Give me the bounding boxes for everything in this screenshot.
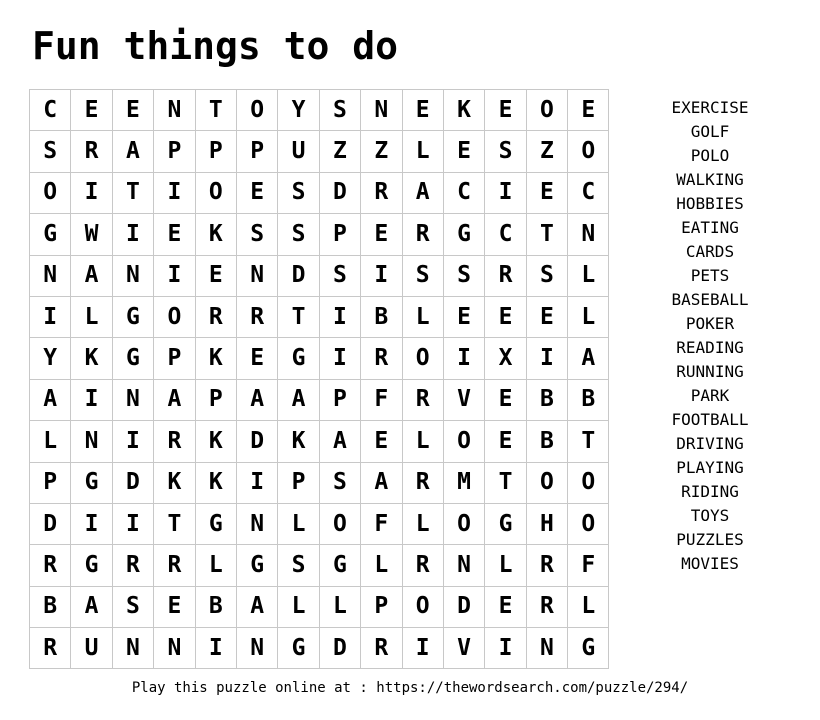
grid-cell[interactable]: E xyxy=(485,421,526,462)
grid-cell[interactable]: E xyxy=(195,255,236,296)
grid-cell[interactable]: D xyxy=(319,628,360,669)
word-list-item: HOBBIES xyxy=(676,194,744,213)
grid-cell[interactable]: F xyxy=(361,503,402,544)
grid-cell[interactable]: A xyxy=(319,421,360,462)
grid-cell[interactable]: R xyxy=(361,338,402,379)
grid-cell[interactable]: S xyxy=(30,131,71,172)
grid-cell[interactable]: O xyxy=(154,296,195,337)
grid-cell[interactable]: I xyxy=(112,214,153,255)
grid-cell[interactable]: I xyxy=(236,462,277,503)
grid-cell[interactable]: P xyxy=(195,379,236,420)
grid-cell[interactable]: E xyxy=(568,90,609,131)
grid-cell[interactable]: R xyxy=(71,131,112,172)
grid-cell[interactable]: F xyxy=(568,545,609,586)
grid-cell[interactable]: R xyxy=(154,545,195,586)
grid-cell[interactable]: H xyxy=(526,503,567,544)
grid-cell[interactable]: N xyxy=(236,503,277,544)
grid-cell[interactable]: O xyxy=(526,90,567,131)
grid-cell[interactable]: L xyxy=(30,421,71,462)
grid-cell[interactable]: G xyxy=(443,214,484,255)
grid-row xyxy=(30,379,609,420)
grid-cell[interactable]: P xyxy=(195,131,236,172)
word-list-item: BASEBALL xyxy=(671,290,749,309)
grid-cell[interactable]: P xyxy=(278,462,319,503)
grid-cell[interactable]: Z xyxy=(361,131,402,172)
grid-cell[interactable]: E xyxy=(154,214,195,255)
grid-cell[interactable]: T xyxy=(154,503,195,544)
grid-cell[interactable]: R xyxy=(112,545,153,586)
word-list-item: EXERCISE xyxy=(671,98,749,117)
grid-cell[interactable]: B xyxy=(361,296,402,337)
grid-cell[interactable]: L xyxy=(485,545,526,586)
grid-cell[interactable]: S xyxy=(485,131,526,172)
grid-cell[interactable]: T xyxy=(568,421,609,462)
grid-cell[interactable]: I xyxy=(361,255,402,296)
grid-cell[interactable]: L xyxy=(402,421,443,462)
grid-cell[interactable]: D xyxy=(112,462,153,503)
grid-cell[interactable]: P xyxy=(236,131,277,172)
grid-cell[interactable]: A xyxy=(112,131,153,172)
word-list-item: PUZZLES xyxy=(676,530,744,549)
grid-cell[interactable]: I xyxy=(443,338,484,379)
grid-cell[interactable]: R xyxy=(30,545,71,586)
grid-cell[interactable]: P xyxy=(30,462,71,503)
grid-cell[interactable]: L xyxy=(402,131,443,172)
grid-cell[interactable]: N xyxy=(154,90,195,131)
grid-cell[interactable]: G xyxy=(112,338,153,379)
grid-cell[interactable]: P xyxy=(319,379,360,420)
grid-cell[interactable]: P xyxy=(154,131,195,172)
grid-cell[interactable]: A xyxy=(568,338,609,379)
grid-cell[interactable]: G xyxy=(71,462,112,503)
word-list-item: PARK xyxy=(690,386,730,405)
word-list-item: DRIVING xyxy=(676,434,744,453)
grid-cell[interactable]: R xyxy=(361,172,402,213)
grid-cell[interactable]: R xyxy=(195,296,236,337)
grid-row xyxy=(30,545,609,586)
word-list-item: FOOTBALL xyxy=(671,410,749,429)
grid-cell[interactable]: K xyxy=(71,338,112,379)
grid-cell[interactable]: E xyxy=(112,90,153,131)
page-title: Fun things to do xyxy=(32,24,399,68)
grid-cell[interactable]: O xyxy=(443,503,484,544)
grid-cell[interactable]: A xyxy=(361,462,402,503)
grid-cell[interactable]: O xyxy=(568,462,609,503)
grid-cell[interactable]: P xyxy=(319,214,360,255)
grid-cell[interactable]: E xyxy=(361,421,402,462)
grid-cell[interactable]: B xyxy=(568,379,609,420)
grid-cell[interactable]: L xyxy=(195,545,236,586)
grid-cell[interactable]: E xyxy=(485,296,526,337)
grid-cell[interactable]: I xyxy=(319,296,360,337)
grid-cell[interactable]: O xyxy=(402,338,443,379)
word-list xyxy=(640,96,780,576)
grid-cell[interactable]: A xyxy=(71,255,112,296)
grid-cell[interactable]: G xyxy=(568,628,609,669)
grid-cell[interactable]: S xyxy=(526,255,567,296)
word-list-item: TOYS xyxy=(690,506,730,525)
grid-cell[interactable]: I xyxy=(526,338,567,379)
grid-cell[interactable]: I xyxy=(30,296,71,337)
word-list-item: PLAYING xyxy=(676,458,744,477)
grid-cell[interactable]: O xyxy=(526,462,567,503)
grid-cell[interactable]: I xyxy=(71,379,112,420)
grid-cell[interactable]: U xyxy=(71,628,112,669)
grid-cell[interactable]: S xyxy=(319,462,360,503)
grid-cell[interactable]: O xyxy=(195,172,236,213)
grid-row xyxy=(30,586,609,627)
grid-cell[interactable]: A xyxy=(30,379,71,420)
grid-cell[interactable]: K xyxy=(278,421,319,462)
grid-cell[interactable]: C xyxy=(485,214,526,255)
grid-cell[interactable]: O xyxy=(402,586,443,627)
grid-cell[interactable]: R xyxy=(361,628,402,669)
grid-cell[interactable]: S xyxy=(402,255,443,296)
grid-cell[interactable]: R xyxy=(402,214,443,255)
grid-cell[interactable]: R xyxy=(485,255,526,296)
grid-cell[interactable]: N xyxy=(112,379,153,420)
word-list-item: WALKING xyxy=(676,170,744,189)
grid-cell[interactable]: R xyxy=(236,296,277,337)
grid-cell[interactable]: R xyxy=(526,545,567,586)
footer-play-online: Play this puzzle online at : https://thewordsearch.com/puzzle/294/ xyxy=(131,680,689,696)
grid-cell[interactable]: C xyxy=(443,172,484,213)
grid-cell[interactable]: L xyxy=(278,503,319,544)
grid-cell[interactable]: D xyxy=(236,421,277,462)
grid-cell[interactable]: L xyxy=(319,586,360,627)
word-list-item: POLO xyxy=(690,146,730,165)
grid-cell[interactable]: R xyxy=(30,628,71,669)
grid-cell[interactable]: O xyxy=(319,503,360,544)
grid-cell[interactable]: S xyxy=(278,545,319,586)
grid-cell[interactable]: N xyxy=(236,255,277,296)
grid-cell[interactable]: A xyxy=(236,586,277,627)
grid-cell[interactable]: L xyxy=(568,586,609,627)
grid-cell[interactable]: L xyxy=(71,296,112,337)
grid-cell[interactable]: O xyxy=(443,421,484,462)
word-list-item: CARDS xyxy=(685,242,735,261)
grid-cell[interactable]: U xyxy=(278,131,319,172)
grid-cell[interactable]: A xyxy=(278,379,319,420)
grid-cell[interactable]: K xyxy=(195,421,236,462)
grid-cell[interactable]: K xyxy=(195,214,236,255)
grid-cell[interactable]: S xyxy=(236,214,277,255)
word-list-item: READING xyxy=(676,338,744,357)
grid-cell[interactable]: Y xyxy=(278,90,319,131)
grid-cell[interactable]: R xyxy=(402,462,443,503)
grid-cell[interactable]: W xyxy=(71,214,112,255)
grid-cell[interactable]: P xyxy=(154,338,195,379)
grid-cell[interactable]: Y xyxy=(30,338,71,379)
word-list-item: POKER xyxy=(685,314,735,333)
word-search-grid xyxy=(29,89,609,669)
grid-cell[interactable]: T xyxy=(485,462,526,503)
word-list-item: MOVIES xyxy=(681,554,739,573)
grid-cell[interactable]: S xyxy=(319,90,360,131)
word-list-item: GOLF xyxy=(690,122,730,141)
grid-cell[interactable]: N xyxy=(71,421,112,462)
grid-cell[interactable]: T xyxy=(526,214,567,255)
grid-cell[interactable]: O xyxy=(568,131,609,172)
grid-cell[interactable]: E xyxy=(485,379,526,420)
grid-cell[interactable]: C xyxy=(30,90,71,131)
grid-cell[interactable]: R xyxy=(402,379,443,420)
grid-cell[interactable]: R xyxy=(402,545,443,586)
grid-cell[interactable]: I xyxy=(154,255,195,296)
grid-cell[interactable]: G xyxy=(485,503,526,544)
grid-row xyxy=(30,338,609,379)
grid-cell[interactable]: R xyxy=(526,586,567,627)
grid-cell[interactable]: L xyxy=(278,586,319,627)
grid-cell[interactable]: A xyxy=(71,586,112,627)
grid-cell[interactable]: I xyxy=(71,503,112,544)
grid-cell[interactable]: L xyxy=(568,255,609,296)
grid-cell[interactable]: E xyxy=(443,296,484,337)
grid-cell[interactable]: T xyxy=(195,90,236,131)
grid-cell[interactable]: A xyxy=(402,172,443,213)
grid-cell[interactable]: O xyxy=(30,172,71,213)
grid-row xyxy=(30,462,609,503)
grid-cell[interactable]: E xyxy=(71,90,112,131)
grid-cell[interactable]: R xyxy=(154,421,195,462)
grid-cell[interactable]: T xyxy=(112,172,153,213)
word-list-item: RIDING xyxy=(681,482,739,501)
word-list-item: RUNNING xyxy=(676,362,744,381)
grid-cell[interactable]: I xyxy=(71,172,112,213)
grid-cell[interactable]: N xyxy=(526,628,567,669)
grid-cell[interactable]: G xyxy=(278,338,319,379)
grid-cell[interactable]: G xyxy=(236,545,277,586)
grid-cell[interactable]: K xyxy=(443,90,484,131)
grid-cell[interactable]: A xyxy=(236,379,277,420)
grid-row xyxy=(30,90,609,131)
grid-cell[interactable]: N xyxy=(154,628,195,669)
grid-cell[interactable]: L xyxy=(568,296,609,337)
grid-cell[interactable]: I xyxy=(112,421,153,462)
grid-cell[interactable]: B xyxy=(526,379,567,420)
grid-cell[interactable]: D xyxy=(443,586,484,627)
grid-cell[interactable]: L xyxy=(361,545,402,586)
grid-cell[interactable]: I xyxy=(112,503,153,544)
grid-cell[interactable]: S xyxy=(319,255,360,296)
grid-cell[interactable]: G xyxy=(112,296,153,337)
grid-cell[interactable]: I xyxy=(195,628,236,669)
grid-cell[interactable]: G xyxy=(30,214,71,255)
grid-cell[interactable]: E xyxy=(236,338,277,379)
grid-cell[interactable]: N xyxy=(568,214,609,255)
grid-cell[interactable]: O xyxy=(568,503,609,544)
grid-cell[interactable]: N xyxy=(443,545,484,586)
grid-cell[interactable]: C xyxy=(568,172,609,213)
grid-cell[interactable]: K xyxy=(195,338,236,379)
grid-cell[interactable]: G xyxy=(71,545,112,586)
grid-cell[interactable]: T xyxy=(278,296,319,337)
grid-cell[interactable]: E xyxy=(154,586,195,627)
grid-cell[interactable]: D xyxy=(30,503,71,544)
grid-cell[interactable]: K xyxy=(154,462,195,503)
grid-cell[interactable]: V xyxy=(443,379,484,420)
word-list-item: EATING xyxy=(681,218,739,237)
grid-cell[interactable]: S xyxy=(112,586,153,627)
grid-cell[interactable]: B xyxy=(30,586,71,627)
grid-cell[interactable]: N xyxy=(30,255,71,296)
grid-cell[interactable]: F xyxy=(361,379,402,420)
grid-cell[interactable]: I xyxy=(319,338,360,379)
grid-cell[interactable]: V xyxy=(443,628,484,669)
grid-cell[interactable]: A xyxy=(154,379,195,420)
grid-cell[interactable]: E xyxy=(485,90,526,131)
grid-cell[interactable]: D xyxy=(319,172,360,213)
grid-row xyxy=(30,628,609,669)
grid-cell[interactable]: M xyxy=(443,462,484,503)
grid-cell[interactable]: O xyxy=(236,90,277,131)
grid-cell[interactable]: L xyxy=(402,296,443,337)
grid-row xyxy=(30,421,609,462)
grid-cell[interactable]: G xyxy=(278,628,319,669)
grid-cell[interactable]: P xyxy=(361,586,402,627)
grid-cell[interactable]: D xyxy=(278,255,319,296)
grid-cell[interactable]: Z xyxy=(319,131,360,172)
grid-row xyxy=(30,503,609,544)
grid-cell[interactable]: B xyxy=(195,586,236,627)
grid-cell[interactable]: I xyxy=(402,628,443,669)
grid-row xyxy=(30,255,609,296)
grid-cell[interactable]: I xyxy=(154,172,195,213)
grid-cell[interactable]: X xyxy=(485,338,526,379)
grid-cell[interactable]: E xyxy=(485,586,526,627)
grid-cell[interactable]: I xyxy=(485,172,526,213)
grid-cell[interactable]: E xyxy=(526,172,567,213)
grid-cell[interactable]: E xyxy=(236,172,277,213)
grid-cell[interactable]: B xyxy=(526,421,567,462)
grid-cell[interactable]: I xyxy=(485,628,526,669)
grid-cell[interactable]: G xyxy=(319,545,360,586)
grid-cell[interactable]: S xyxy=(278,214,319,255)
grid-cell[interactable]: G xyxy=(195,503,236,544)
grid-cell[interactable]: N xyxy=(236,628,277,669)
grid-cell[interactable]: E xyxy=(361,214,402,255)
grid-cell[interactable]: E xyxy=(526,296,567,337)
grid-cell[interactable]: E xyxy=(443,131,484,172)
grid-row xyxy=(30,172,609,213)
word-list-item: PETS xyxy=(690,266,730,285)
grid-row xyxy=(30,131,609,172)
grid-cell[interactable]: N xyxy=(112,255,153,296)
grid-cell[interactable]: K xyxy=(195,462,236,503)
grid-cell[interactable]: S xyxy=(278,172,319,213)
grid-cell[interactable]: E xyxy=(402,90,443,131)
grid-cell[interactable]: Z xyxy=(526,131,567,172)
grid-cell[interactable]: N xyxy=(112,628,153,669)
grid-row xyxy=(30,296,609,337)
grid-row xyxy=(30,214,609,255)
grid-cell[interactable]: N xyxy=(361,90,402,131)
grid-cell[interactable]: L xyxy=(402,503,443,544)
grid-cell[interactable]: S xyxy=(443,255,484,296)
